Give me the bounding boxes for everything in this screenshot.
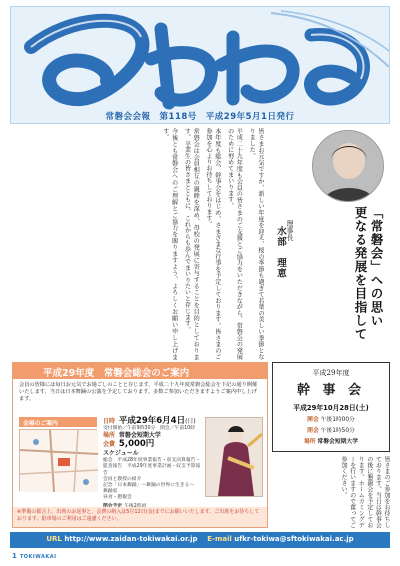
fee-row — [103, 440, 203, 449]
meeting-open-label: 開会 — [307, 417, 319, 423]
page-number-value: 1 — [12, 552, 17, 560]
author-portrait — [312, 130, 384, 202]
page-number — [12, 552, 57, 560]
issue-line: 常磐会会報 第118号 平成29年5月1日発行 — [105, 112, 295, 122]
notice-intro: 会員の皆様には毎日お元気でお過ごしのことと存じます。平成二十九年度常磐会総会を下記の通り開催いたします。当日は日本舞踊の公演を予定しております。多数ご参加いただきますようご案内申し上げます。 — [19, 382, 258, 402]
schedule-heading: スケジュール — [103, 450, 139, 458]
headline-line: 更なる発展を目指して — [353, 206, 368, 341]
greeting-article — [12, 128, 264, 360]
feature-block — [268, 128, 390, 360]
place-label: 場所 — [103, 432, 116, 440]
notice-footnote: ※準備の都合上、出席のお返事と、会費の納入は5月12日(金)までにお願いいたします。ご出席をお待ちしております。駐車場のご利用はご遠慮ください。 — [13, 507, 267, 527]
date-label: 日時 — [103, 418, 116, 425]
schedule-item: 記念「日本舞踊」〜舞踊の世界に生きる〜 舞踊家 — [103, 483, 199, 495]
schedule-item: 会員と教授の紹介 — [103, 476, 142, 482]
meeting-date — [273, 402, 389, 412]
fee-label: 会費 — [103, 441, 116, 449]
time-note: 受付開始／午前9時30分 開会／午前10時 — [103, 426, 196, 431]
portrait-image — [313, 131, 384, 202]
general-assembly-notice — [12, 362, 268, 528]
headline-line: 「常磐会」への思い — [369, 206, 384, 328]
date-value: 平成29年6月4日 — [118, 416, 186, 426]
date-row — [103, 417, 203, 426]
dancer-image — [206, 418, 263, 497]
meeting-date-weekday: (土) — [355, 404, 369, 412]
url-label: URL — [46, 535, 62, 543]
email-link[interactable]: ufkr-tokiwa@sftokiwakai.ac.jp — [234, 535, 354, 543]
masthead-logo — [11, 7, 390, 124]
meeting-text: 皆さまのご参加をお待ちしております。当日は幹事会の後に懇親会を予定しております。ホームカミングデーを行いますので奮ってご参加ください。 — [340, 456, 390, 528]
meeting-subtitle: 平成29年度 — [312, 369, 350, 377]
date-weekday: (日) — [185, 418, 196, 425]
byline-name: 水部 理恵 — [275, 226, 286, 279]
meeting-close-row — [273, 425, 389, 434]
article-paragraph: 今後とも常磐会へのご理解とご協力を賜りますよう、よろしくお願い申し上げます。 — [161, 128, 178, 360]
meeting-close-value: 午後1時50分 — [320, 428, 355, 434]
article-paragraph: 常磐会は会員相互の親睦を深め、母校の発展に寄与することを目的としております。卒業生の皆さまとともに、これからも歩んでまいりたいと存じます。 — [183, 128, 200, 360]
email-label: E-mail — [207, 535, 232, 543]
meeting-open-value: 午後1時00分 — [320, 417, 355, 423]
fee-value: 5,000円 — [118, 439, 155, 450]
meeting-date-value: 平成29年10月28日 — [293, 404, 356, 412]
meeting-title: 幹 事 会 — [296, 383, 366, 398]
byline — [276, 220, 294, 279]
contact-footer — [10, 532, 390, 548]
masthead — [10, 6, 390, 124]
byline-role: 理事長 — [286, 220, 294, 241]
map-graphic — [20, 430, 98, 492]
venue-map — [19, 429, 97, 491]
meeting-place-value: 常磐会短期大学 — [317, 439, 359, 445]
meeting-place-row — [273, 436, 389, 445]
url-link[interactable]: http://www.zaidan-tokiwakai.or.jp — [64, 535, 198, 543]
executive-meeting-box — [272, 362, 390, 452]
article-paragraph: 皆さまお元気ですか。新しい年度を迎え、桜の季節も過ぎて若葉の美しい季節となりました。 — [248, 128, 264, 360]
dancer-photo — [205, 417, 263, 497]
article-paragraph: 本年度も総会、幹事会をはじめ、さまざまな行事を予定しております。皆さまのご参加を心よりお待ちしております。 — [205, 128, 221, 360]
map-heading: 会場のご案内 — [19, 417, 97, 427]
meeting-close-label: 閉会 — [307, 428, 319, 434]
brand-name: TOKIWAKAI — [19, 554, 57, 560]
schedule-item: 総会 平成28年度事業報告・収支決算報告・監査報告 平成29年度事業計画・収支予算報告 — [103, 458, 201, 476]
notice-title: 平成29年度 常磐会総会のご案内 — [13, 363, 267, 379]
assembly-details — [103, 417, 203, 510]
meeting-place-label: 場所 — [303, 439, 316, 445]
article-paragraph: 平成二十九年度も会員の皆さまのご支援とご協力をいただきながら、常磐会の発展のために努めてまいります。 — [226, 128, 243, 360]
feature-headline — [352, 206, 384, 341]
meeting-open-row — [273, 414, 389, 423]
schedule-item: 昼食・懇親会 — [103, 495, 132, 501]
place-value: 常磐会短期大学 — [118, 432, 161, 440]
